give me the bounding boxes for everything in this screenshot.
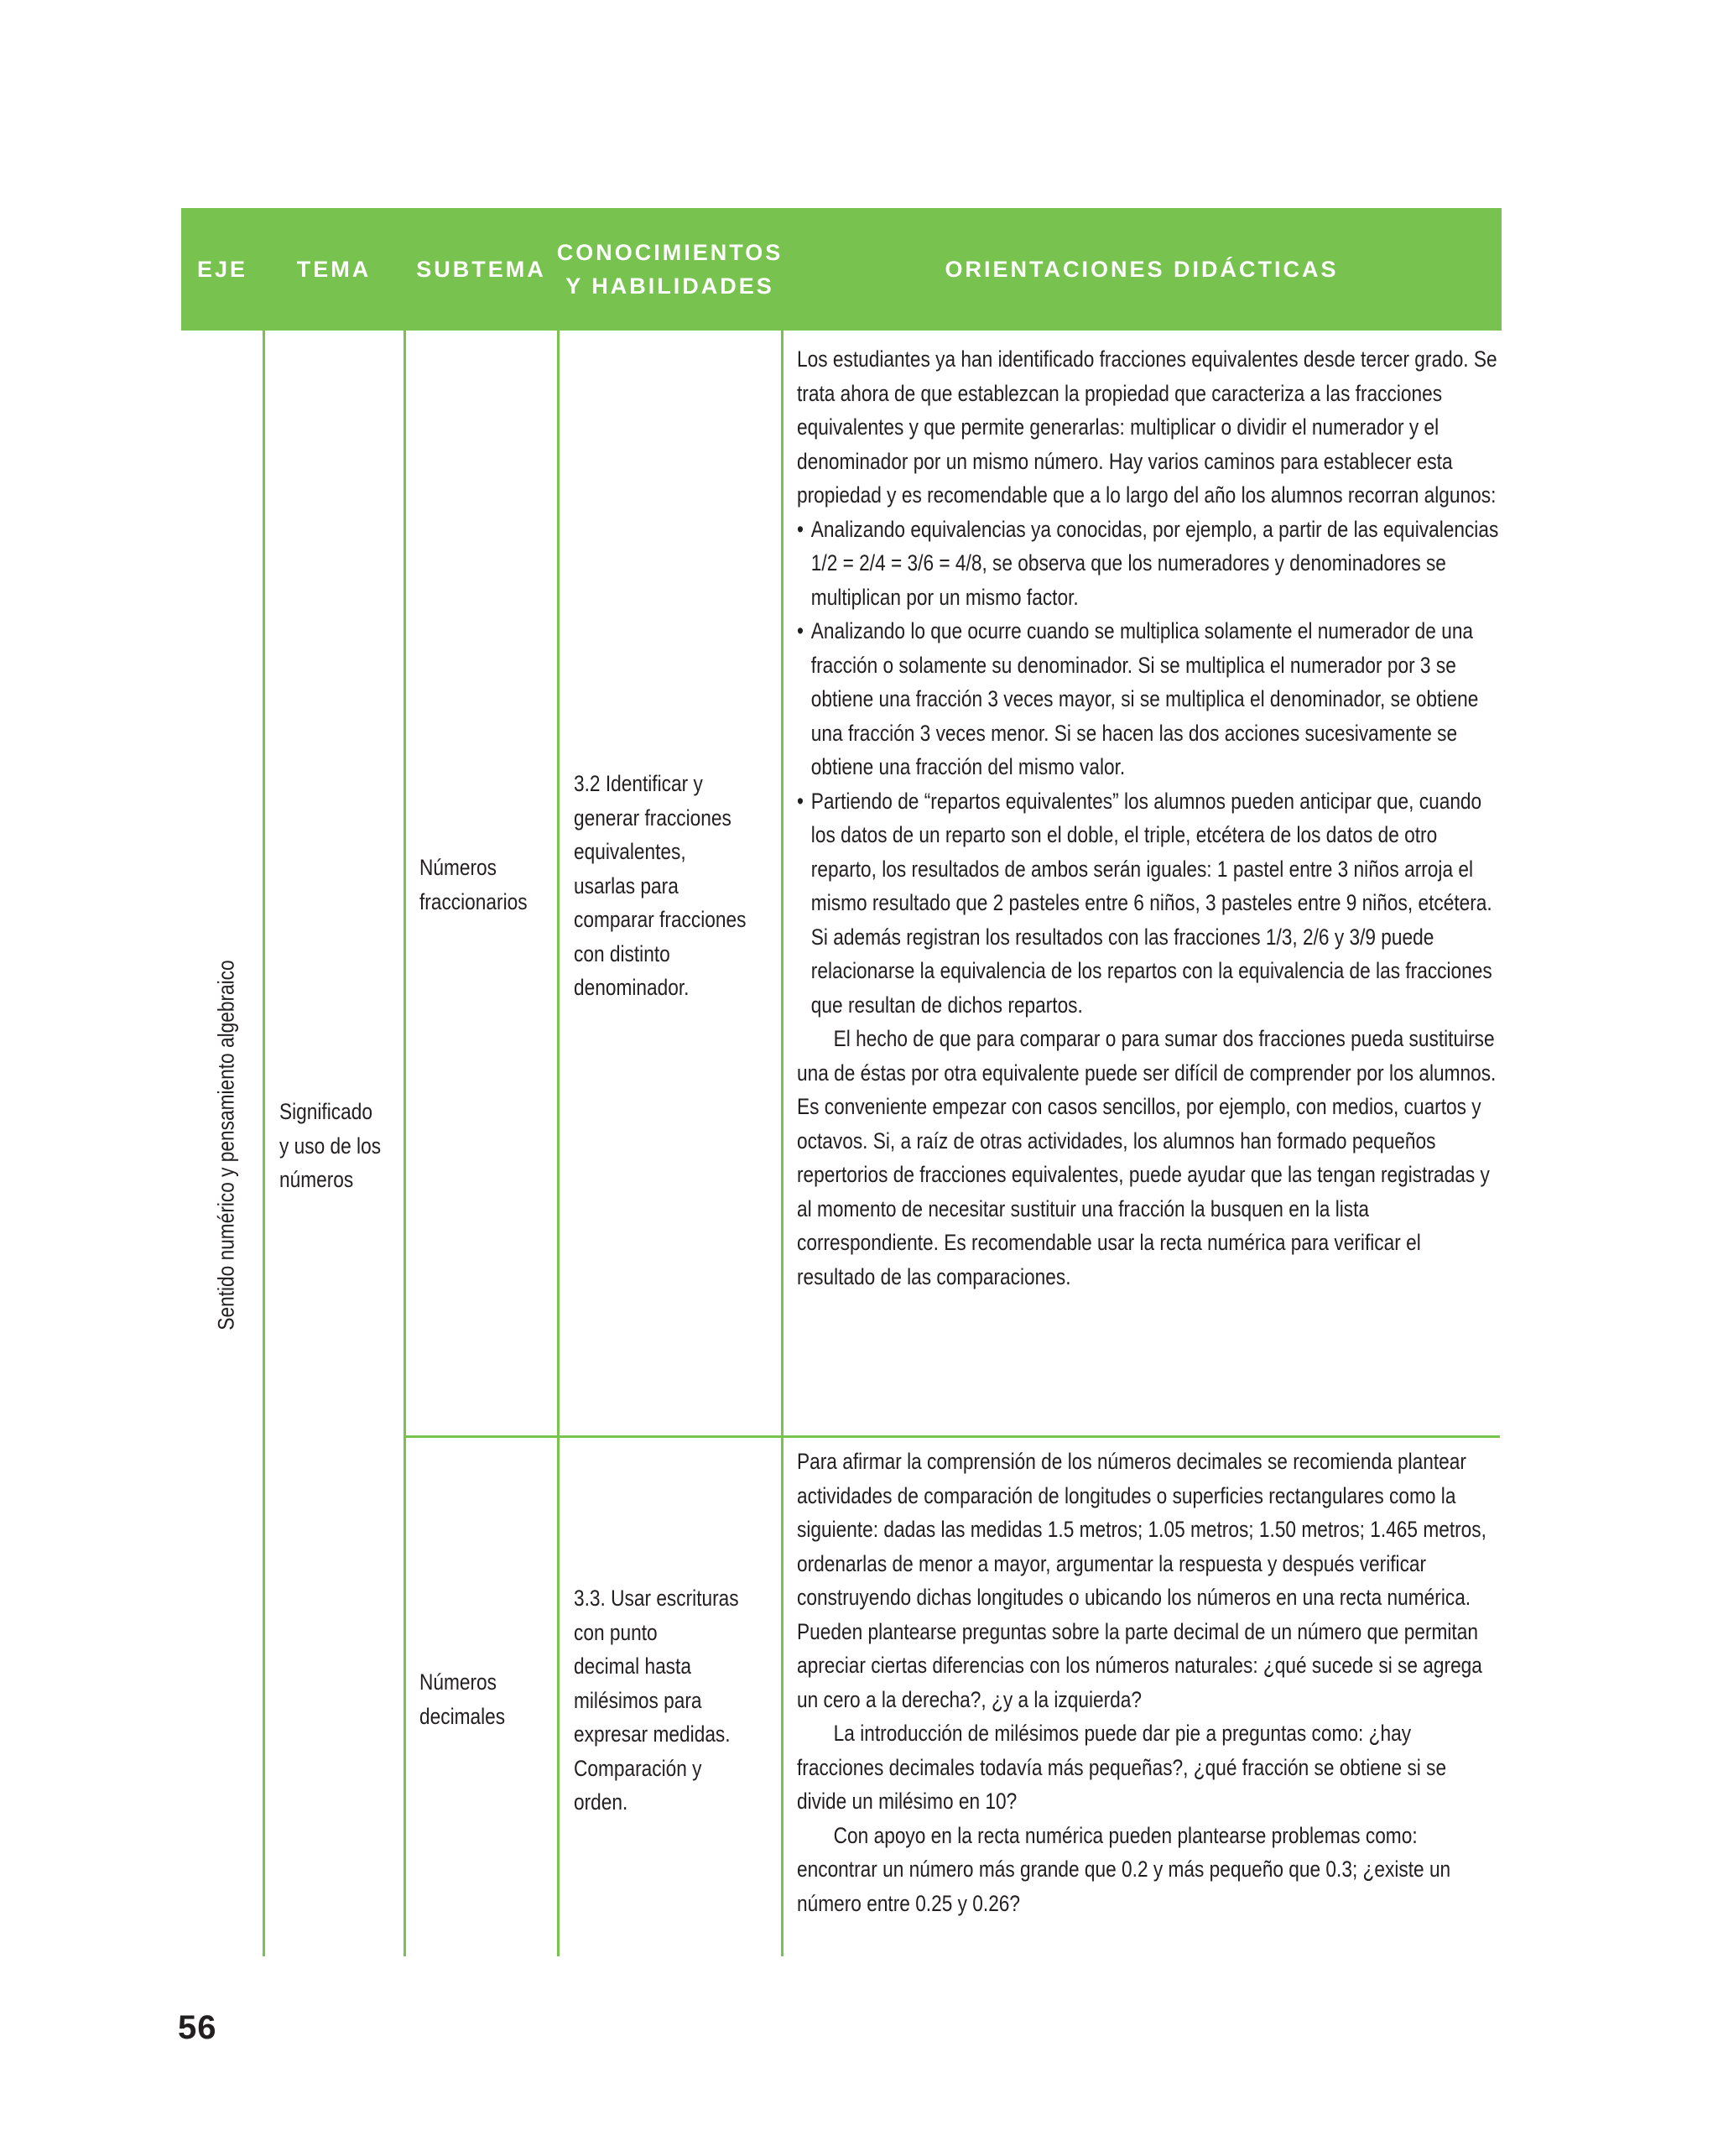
column-divider-tema: [403, 331, 406, 1956]
paragraph: La introducción de milésimos puede dar pie a preguntas como: ¿hay fracciones decimales todavía más pequeñas?, ¿qué fracción se obtiene si se divide un milésimo en 10?: [797, 1721, 1447, 1814]
column-divider-subtema: [557, 331, 560, 1956]
orientaciones-cell-fraccionarios: [797, 342, 1499, 1294]
eje-cell: Sentido numérico y pensamiento algebraico: [213, 960, 239, 1331]
header-conocimientos: CONOCIMIENTOS Y HABILIDADES: [556, 240, 784, 299]
list-item: • Analizando equivalencias ya conocidas, por ejemplo, a partir de las equivalencias 1/2 = 2/4 = 3/6 = 4/8, se observa que los numeradores y denominadores se multiplican por un mismo factor.: [797, 513, 1499, 615]
header-orientaciones: ORIENTACIONES DIDÁCTICAS: [945, 257, 1339, 282]
header-subtema: SUBTEMA: [416, 257, 546, 282]
tema-cell: Significado y uso de los números: [279, 1099, 382, 1192]
subtema-cell-fraccionarios: Números fraccionarios: [419, 855, 528, 914]
paragraph: Con apoyo en la recta numérica pueden plantearse problemas como: encontrar un número más grande que 0.2 y más pequeño que 0.3; ¿existe un número entre 0.25 y 0.26?: [797, 1822, 1451, 1916]
paragraph: El hecho de que para comparar o para sumar dos fracciones pueda sustituirse una de éstas por otra equivalente puede ser difícil de comprender por los alumnos. Es conveniente empezar con casos sencillos, por ejemplo, con medios, cuartos y octavos. Si, a raíz de otras actividades, los alumnos han formado pequeños repertorios de fracciones equivalentes, puede ayudar que las tengan registradas y al momento de necesitar sustituir una fracción la busquen en la lista correspondiente. Es recomendable usar la recta numérica para verificar el resultado de las comparaciones.: [797, 1026, 1497, 1289]
row-divider: [405, 1435, 1500, 1438]
paragraph: Para afirmar la comprensión de los números decimales se recomienda plantear actividades de comparación de longitudes o superficies rectangulares como la siguiente: dadas las medidas 1.5 metros; 1.05 metros; 1.50 metros; 1.465 metros, ordenarlas de menor a mayor, argumentar la respuesta y después verificar construyendo dichas longitudes o ubicando los números en una recta numérica. Pueden plantearse preguntas sobre la parte decimal de un número que permitan apreciar ciertas diferencias con los números naturales: ¿qué sucede si se agrega un cero a la derecha?, ¿y a la izquierda?: [797, 1449, 1486, 1712]
page-number: 56: [178, 2009, 217, 2046]
list-item: • Partiendo de “repartos equivalentes” los alumnos pueden anticipar que, cuando los datos de un reparto son el doble, el triple, etcétera de los datos de otro reparto, los resultados de ambos serán iguales: 1 pastel entre 3 niños arroja el mismo resultado que 2 pasteles entre 6 niños, 3 pasteles entre 9 niños, etcétera. Si además registran los resultados con las fracciones 1/3, 2/6 y 3/9 puede relacionarse la equivalencia de los repartos con la equivalencia de las fracciones que resultan de dichos repartos.: [797, 784, 1499, 1023]
subtema-cell-decimales: Números decimales: [419, 1669, 506, 1729]
header-eje: EJE: [196, 257, 248, 282]
header-tema: TEMA: [296, 257, 372, 282]
column-divider-conocimientos: [781, 331, 784, 1956]
conocimientos-cell-3-3: 3.3. Usar escrituras con punto decimal hasta milésimos para expresar medidas. Comparación y orden.: [574, 1586, 739, 1815]
bullet-list: [797, 513, 1499, 1023]
paragraph: Los estudiantes ya han identificado fracciones equivalentes desde tercer grado. Se trata ahora de que establezcan la propiedad que caracteriza a las fracciones equivalentes y que permite generarlas: multiplicar o dividir el numerador y el denominador por un mismo número. Hay varios caminos para establecer esta propiedad y es recomendable que a lo largo del año los alumnos recorran algunos:: [797, 346, 1497, 508]
list-item: • Analizando lo que ocurre cuando se multiplica solamente el numerador de una fracción o solamente su denominador. Si se multiplica el numerador por 3 se obtiene una fracción 3 veces mayor, si se multiplica el denominador, se obtiene una fracción 3 veces menor. Si se hacen las dos acciones sucesivamente se obtiene una fracción del mismo valor.: [797, 614, 1499, 784]
table-header: [181, 208, 1502, 331]
column-divider-eje: [263, 331, 265, 1956]
conocimientos-cell-3-2: 3.2 Identificar y generar fracciones equivalentes, usarlas para comparar fracciones con distinto denominador.: [574, 771, 747, 1000]
orientaciones-cell-decimales: [797, 1445, 1499, 1920]
